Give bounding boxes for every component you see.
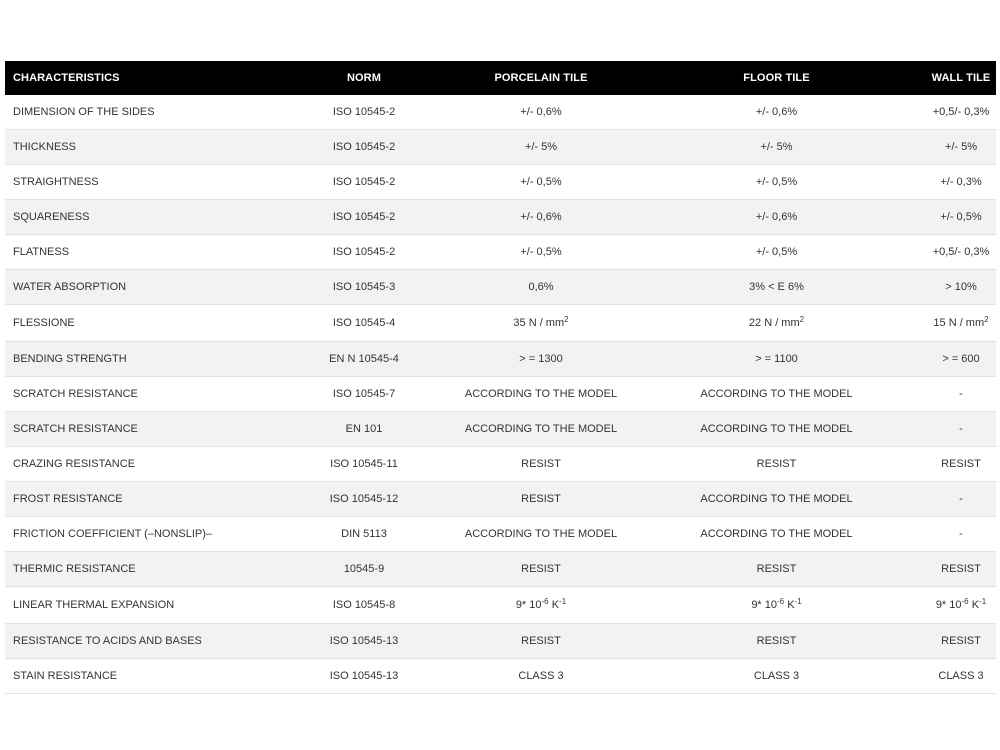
characteristic-cell: BENDING STRENGTH: [5, 342, 273, 377]
cell-text: 35 N / mm: [513, 317, 565, 329]
floor-tile-cell: RESIST: [627, 447, 926, 482]
porcelain-tile-cell: CLASS 3: [455, 659, 627, 694]
norm-cell: DIN 5113: [273, 517, 455, 552]
cell-text: K: [968, 599, 980, 611]
porcelain-tile-cell: +/- 0,5%: [455, 235, 627, 270]
porcelain-tile-cell: [455, 305, 627, 342]
porcelain-tile-cell: RESIST: [455, 552, 627, 587]
wall-tile-cell: CLASS 3: [926, 659, 996, 694]
wall-tile-cell: +/- 5%: [926, 130, 996, 165]
porcelain-tile-cell: +/- 0,6%: [455, 95, 627, 130]
table-row: [5, 412, 996, 447]
cell-text: 9* 10: [515, 599, 542, 611]
table-row: [5, 235, 996, 270]
floor-tile-cell: RESIST: [627, 552, 926, 587]
table-header: [5, 61, 996, 95]
wall-tile-cell: -: [926, 482, 996, 517]
wall-tile-cell: > = 600: [926, 342, 996, 377]
floor-tile-cell: CLASS 3: [627, 659, 926, 694]
table-row: [5, 377, 996, 412]
superscript: 2: [984, 315, 989, 324]
wall-tile-cell: -: [926, 517, 996, 552]
norm-cell: ISO 10545-11: [273, 447, 455, 482]
norm-cell: ISO 10545-2: [273, 95, 455, 130]
norm-cell: ISO 10545-13: [273, 659, 455, 694]
porcelain-tile-cell: ACCORDING TO THE MODEL: [455, 517, 627, 552]
floor-tile-cell: +/- 0,6%: [627, 200, 926, 235]
cell-text: 9* 10: [751, 599, 778, 611]
superscript: -1: [559, 597, 567, 606]
floor-tile-cell: ACCORDING TO THE MODEL: [627, 377, 926, 412]
norm-cell: EN N 10545-4: [273, 342, 455, 377]
characteristic-cell: FRICTION COEFFICIENT (–NONSLIP)–: [5, 517, 273, 552]
header-wall-tile: WALL TILE: [926, 61, 996, 95]
cell-text: K: [548, 599, 560, 611]
porcelain-tile-cell: 0,6%: [455, 270, 627, 305]
superscript: -1: [794, 597, 802, 606]
norm-cell: ISO 10545-3: [273, 270, 455, 305]
characteristic-cell: FLATNESS: [5, 235, 273, 270]
porcelain-tile-cell: ACCORDING TO THE MODEL: [455, 412, 627, 447]
table-row: [5, 130, 996, 165]
superscript: -6: [541, 597, 549, 606]
cell-text: 9* 10: [935, 599, 962, 611]
superscript: 2: [799, 315, 805, 324]
norm-cell: ISO 10545-2: [273, 235, 455, 270]
table-row: [5, 552, 996, 587]
wall-tile-cell: [926, 305, 996, 342]
wall-tile-cell: +/- 0,3%: [926, 165, 996, 200]
wall-tile-cell: RESIST: [926, 447, 996, 482]
floor-tile-cell: ACCORDING TO THE MODEL: [627, 482, 926, 517]
floor-tile-cell: +/- 0,5%: [627, 165, 926, 200]
porcelain-tile-cell: +/- 5%: [455, 130, 627, 165]
table-row: [5, 200, 996, 235]
floor-tile-cell: [627, 305, 926, 342]
table-row: [5, 447, 996, 482]
norm-cell: ISO 10545-8: [273, 587, 455, 624]
cell-text: 15 N / mm: [933, 317, 985, 329]
porcelain-tile-cell: > = 1300: [455, 342, 627, 377]
floor-tile-cell: +/- 0,6%: [627, 95, 926, 130]
floor-tile-cell: > = 1100: [627, 342, 926, 377]
tile-characteristics-table: [5, 61, 996, 694]
table-row: [5, 517, 996, 552]
norm-cell: ISO 10545-13: [273, 624, 455, 659]
characteristic-cell: SCRATCH RESISTANCE: [5, 412, 273, 447]
characteristic-cell: RESISTANCE TO ACIDS AND BASES: [5, 624, 273, 659]
header-norm: NORM: [273, 61, 455, 95]
porcelain-tile-cell: ACCORDING TO THE MODEL: [455, 377, 627, 412]
superscript: -1: [979, 597, 987, 606]
porcelain-tile-cell: +/- 0,5%: [455, 165, 627, 200]
norm-cell: ISO 10545-2: [273, 200, 455, 235]
characteristic-cell: SQUARENESS: [5, 200, 273, 235]
floor-tile-cell: 3% < E 6%: [627, 270, 926, 305]
characteristic-cell: THERMIC RESISTANCE: [5, 552, 273, 587]
superscript: -6: [961, 597, 969, 606]
norm-cell: ISO 10545-2: [273, 165, 455, 200]
characteristic-cell: CRAZING RESISTANCE: [5, 447, 273, 482]
wall-tile-cell: +/- 0,5%: [926, 200, 996, 235]
norm-cell: ISO 10545-4: [273, 305, 455, 342]
cell-text: 22 N / mm: [748, 317, 800, 329]
header-characteristics: CHARACTERISTICS: [5, 61, 273, 95]
characteristic-cell: FROST RESISTANCE: [5, 482, 273, 517]
table-row: [5, 270, 996, 305]
wall-tile-cell: +0,5/- 0,3%: [926, 95, 996, 130]
header-porcelain-tile: PORCELAIN TILE: [455, 61, 627, 95]
floor-tile-cell: ACCORDING TO THE MODEL: [627, 412, 926, 447]
norm-cell: 10545-9: [273, 552, 455, 587]
characteristic-cell: STAIN RESISTANCE: [5, 659, 273, 694]
cell-text: K: [784, 599, 795, 611]
wall-tile-cell: -: [926, 377, 996, 412]
table-row: [5, 165, 996, 200]
porcelain-tile-cell: RESIST: [455, 482, 627, 517]
wall-tile-cell: > 10%: [926, 270, 996, 305]
porcelain-tile-cell: RESIST: [455, 624, 627, 659]
floor-tile-cell: RESIST: [627, 624, 926, 659]
wall-tile-cell: RESIST: [926, 552, 996, 587]
characteristic-cell: SCRATCH RESISTANCE: [5, 377, 273, 412]
floor-tile-cell: +/- 5%: [627, 130, 926, 165]
norm-cell: ISO 10545-12: [273, 482, 455, 517]
wall-tile-cell: -: [926, 412, 996, 447]
characteristic-cell: STRAIGHTNESS: [5, 165, 273, 200]
table-row: [5, 305, 996, 342]
characteristic-cell: LINEAR THERMAL EXPANSION: [5, 587, 273, 624]
table-row: [5, 95, 996, 130]
wall-tile-cell: +0,5/- 0,3%: [926, 235, 996, 270]
floor-tile-cell: +/- 0,5%: [627, 235, 926, 270]
porcelain-tile-cell: +/- 0,6%: [455, 200, 627, 235]
table-body: [5, 95, 996, 694]
table-row: [5, 587, 996, 624]
norm-cell: ISO 10545-7: [273, 377, 455, 412]
tile-characteristics-table-container: [5, 61, 996, 694]
floor-tile-cell: ACCORDING TO THE MODEL: [627, 517, 926, 552]
porcelain-tile-cell: RESIST: [455, 447, 627, 482]
header-floor-tile: FLOOR TILE: [627, 61, 926, 95]
header-row: [5, 61, 996, 95]
wall-tile-cell: [926, 587, 996, 624]
table-row: [5, 482, 996, 517]
table-row: [5, 659, 996, 694]
characteristic-cell: WATER ABSORPTION: [5, 270, 273, 305]
characteristic-cell: THICKNESS: [5, 130, 273, 165]
table-row: [5, 342, 996, 377]
norm-cell: ISO 10545-2: [273, 130, 455, 165]
wall-tile-cell: RESIST: [926, 624, 996, 659]
characteristic-cell: FLESSIONE: [5, 305, 273, 342]
superscript: -6: [777, 597, 785, 606]
superscript: 2: [564, 315, 569, 324]
porcelain-tile-cell: [455, 587, 627, 624]
norm-cell: EN 101: [273, 412, 455, 447]
floor-tile-cell: [627, 587, 926, 624]
characteristic-cell: DIMENSION OF THE SIDES: [5, 95, 273, 130]
table-row: [5, 624, 996, 659]
